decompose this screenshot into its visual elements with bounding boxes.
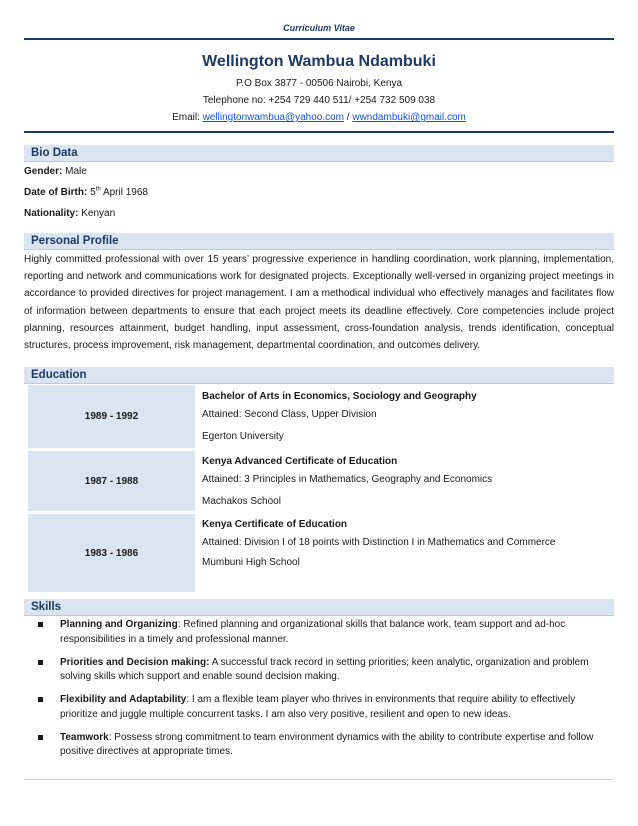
cv-page (24, 0, 614, 757)
email-link-gmail[interactable]: wwndambuki@gmail.com (352, 112, 466, 123)
footer-rule (24, 779, 614, 780)
skill-description: : Possess strong commitment to team environment dynamics with the ability to contribute expertise and follow positive directives at appropriate times. (60, 731, 594, 757)
education-details (195, 385, 610, 450)
education-qualification: Kenya Certificate of Education (202, 518, 348, 530)
education-qualification: Kenya Advanced Certificate of Education (202, 455, 398, 467)
profile-paragraph: Highly committed professional with over 15 years’ progressive experience in handling coordination, work planning, implementation, reporting and network and communications work for designated projects. Exceptionally well-versed in organizing project meetings in accordance to provided directives for project management. I am a methodical individual who effectively manages and facilitates flow of information between departments to ensure that each project meets its deadline effectively. Core competencies include project planning, resources attainment, budget handling, input assessment, cross-foundation analysis, trends identification, conceptual structures, process improvement, risk management, departmental coordination, and outcomes delivery. (24, 254, 614, 352)
education-table (28, 385, 610, 595)
postal-address: P.O Box 3877 - 00506 Nairobi, Kenya (235, 78, 403, 89)
education-attained: Attained: Second Class, Upper Division (202, 409, 377, 420)
education-years: 1983 - 1986 (28, 513, 195, 594)
candidate-name: Wellington Wambua Ndambuki (202, 53, 436, 70)
skill-item (38, 731, 614, 760)
skill-item (38, 656, 614, 685)
education-years: 1989 - 1992 (28, 385, 195, 450)
email-line (24, 110, 614, 125)
header-top-rule (24, 38, 614, 40)
skill-title: Planning and Organizing (60, 619, 178, 630)
education-row (28, 385, 610, 450)
education-years: 1987 - 1988 (28, 450, 195, 513)
date-of-birth-field (24, 186, 148, 200)
gender-value: Male (65, 166, 87, 177)
email-label: Email: (172, 112, 203, 123)
education-institution: Egerton University (202, 431, 284, 442)
skill-description: : I am a flexible team player who thrives in environments that require ability to effectively prioritize and juggle multiple concurrent tasks. I am also very positive, resilient and open to new ideas. (60, 694, 576, 720)
gender-label: Gender: (24, 166, 63, 177)
document-title: Curriculum Vitae (283, 23, 355, 33)
education-institution: Mumbuni High School (202, 556, 300, 568)
telephone-numbers: Telephone no: +254 729 440 511/ +254 732 509 038 (202, 95, 436, 106)
bullet-square-icon (38, 735, 43, 740)
education-attained: Attained: 3 Principles in Mathematics, Geography and Economics (202, 473, 493, 485)
date-of-birth-suffix: th (95, 186, 101, 193)
nationality-value: Kenyan (81, 208, 116, 219)
skill-description: : Refined planning and organizational skills that balance work, team support and ad-hoc responsibilities in a timely and professional manner. (60, 619, 566, 645)
email-separator: / (344, 112, 353, 123)
education-details (195, 513, 610, 594)
gender-field (24, 165, 87, 179)
skill-title: Priorities and Decision making: (60, 656, 210, 668)
education-details (195, 450, 610, 513)
skill-item (38, 618, 614, 647)
skill-title: Flexibility and Adaptability (60, 694, 187, 705)
header-bottom-rule (24, 131, 614, 133)
bullet-square-icon (38, 622, 43, 627)
date-of-birth-day: 5 (90, 187, 96, 198)
skill-description: A successful track record in setting priorities; keen analytic, organization and problem solving skills which support and enable sound decision making. (60, 656, 589, 682)
section-heading-personal-profile: Personal Profile (24, 233, 614, 250)
bullet-square-icon (38, 660, 43, 665)
date-of-birth-label: Date of Birth: (24, 187, 88, 198)
section-heading-bio-data: Bio Data (24, 145, 614, 162)
education-row (28, 450, 610, 513)
nationality-field (24, 207, 115, 221)
education-institution: Machakos School (202, 495, 281, 507)
email-link-yahoo[interactable]: wellingtonwambua@yahoo.com (202, 112, 345, 123)
section-heading-education: Education (24, 367, 614, 384)
education-attained: Attained: Division I of 18 points with Distinction I in Mathematics and Commerce (202, 536, 556, 548)
skills-list (38, 618, 614, 768)
skill-title: Teamwork (60, 731, 109, 743)
education-qualification: Bachelor of Arts in Economics, Sociology and Geography (202, 391, 477, 402)
education-row (28, 513, 610, 594)
section-heading-skills: Skills (24, 599, 614, 616)
date-of-birth-rest: April 1968 (102, 187, 148, 198)
skill-item (38, 693, 614, 722)
bullet-square-icon (38, 697, 43, 702)
nationality-label: Nationality: (24, 208, 79, 219)
